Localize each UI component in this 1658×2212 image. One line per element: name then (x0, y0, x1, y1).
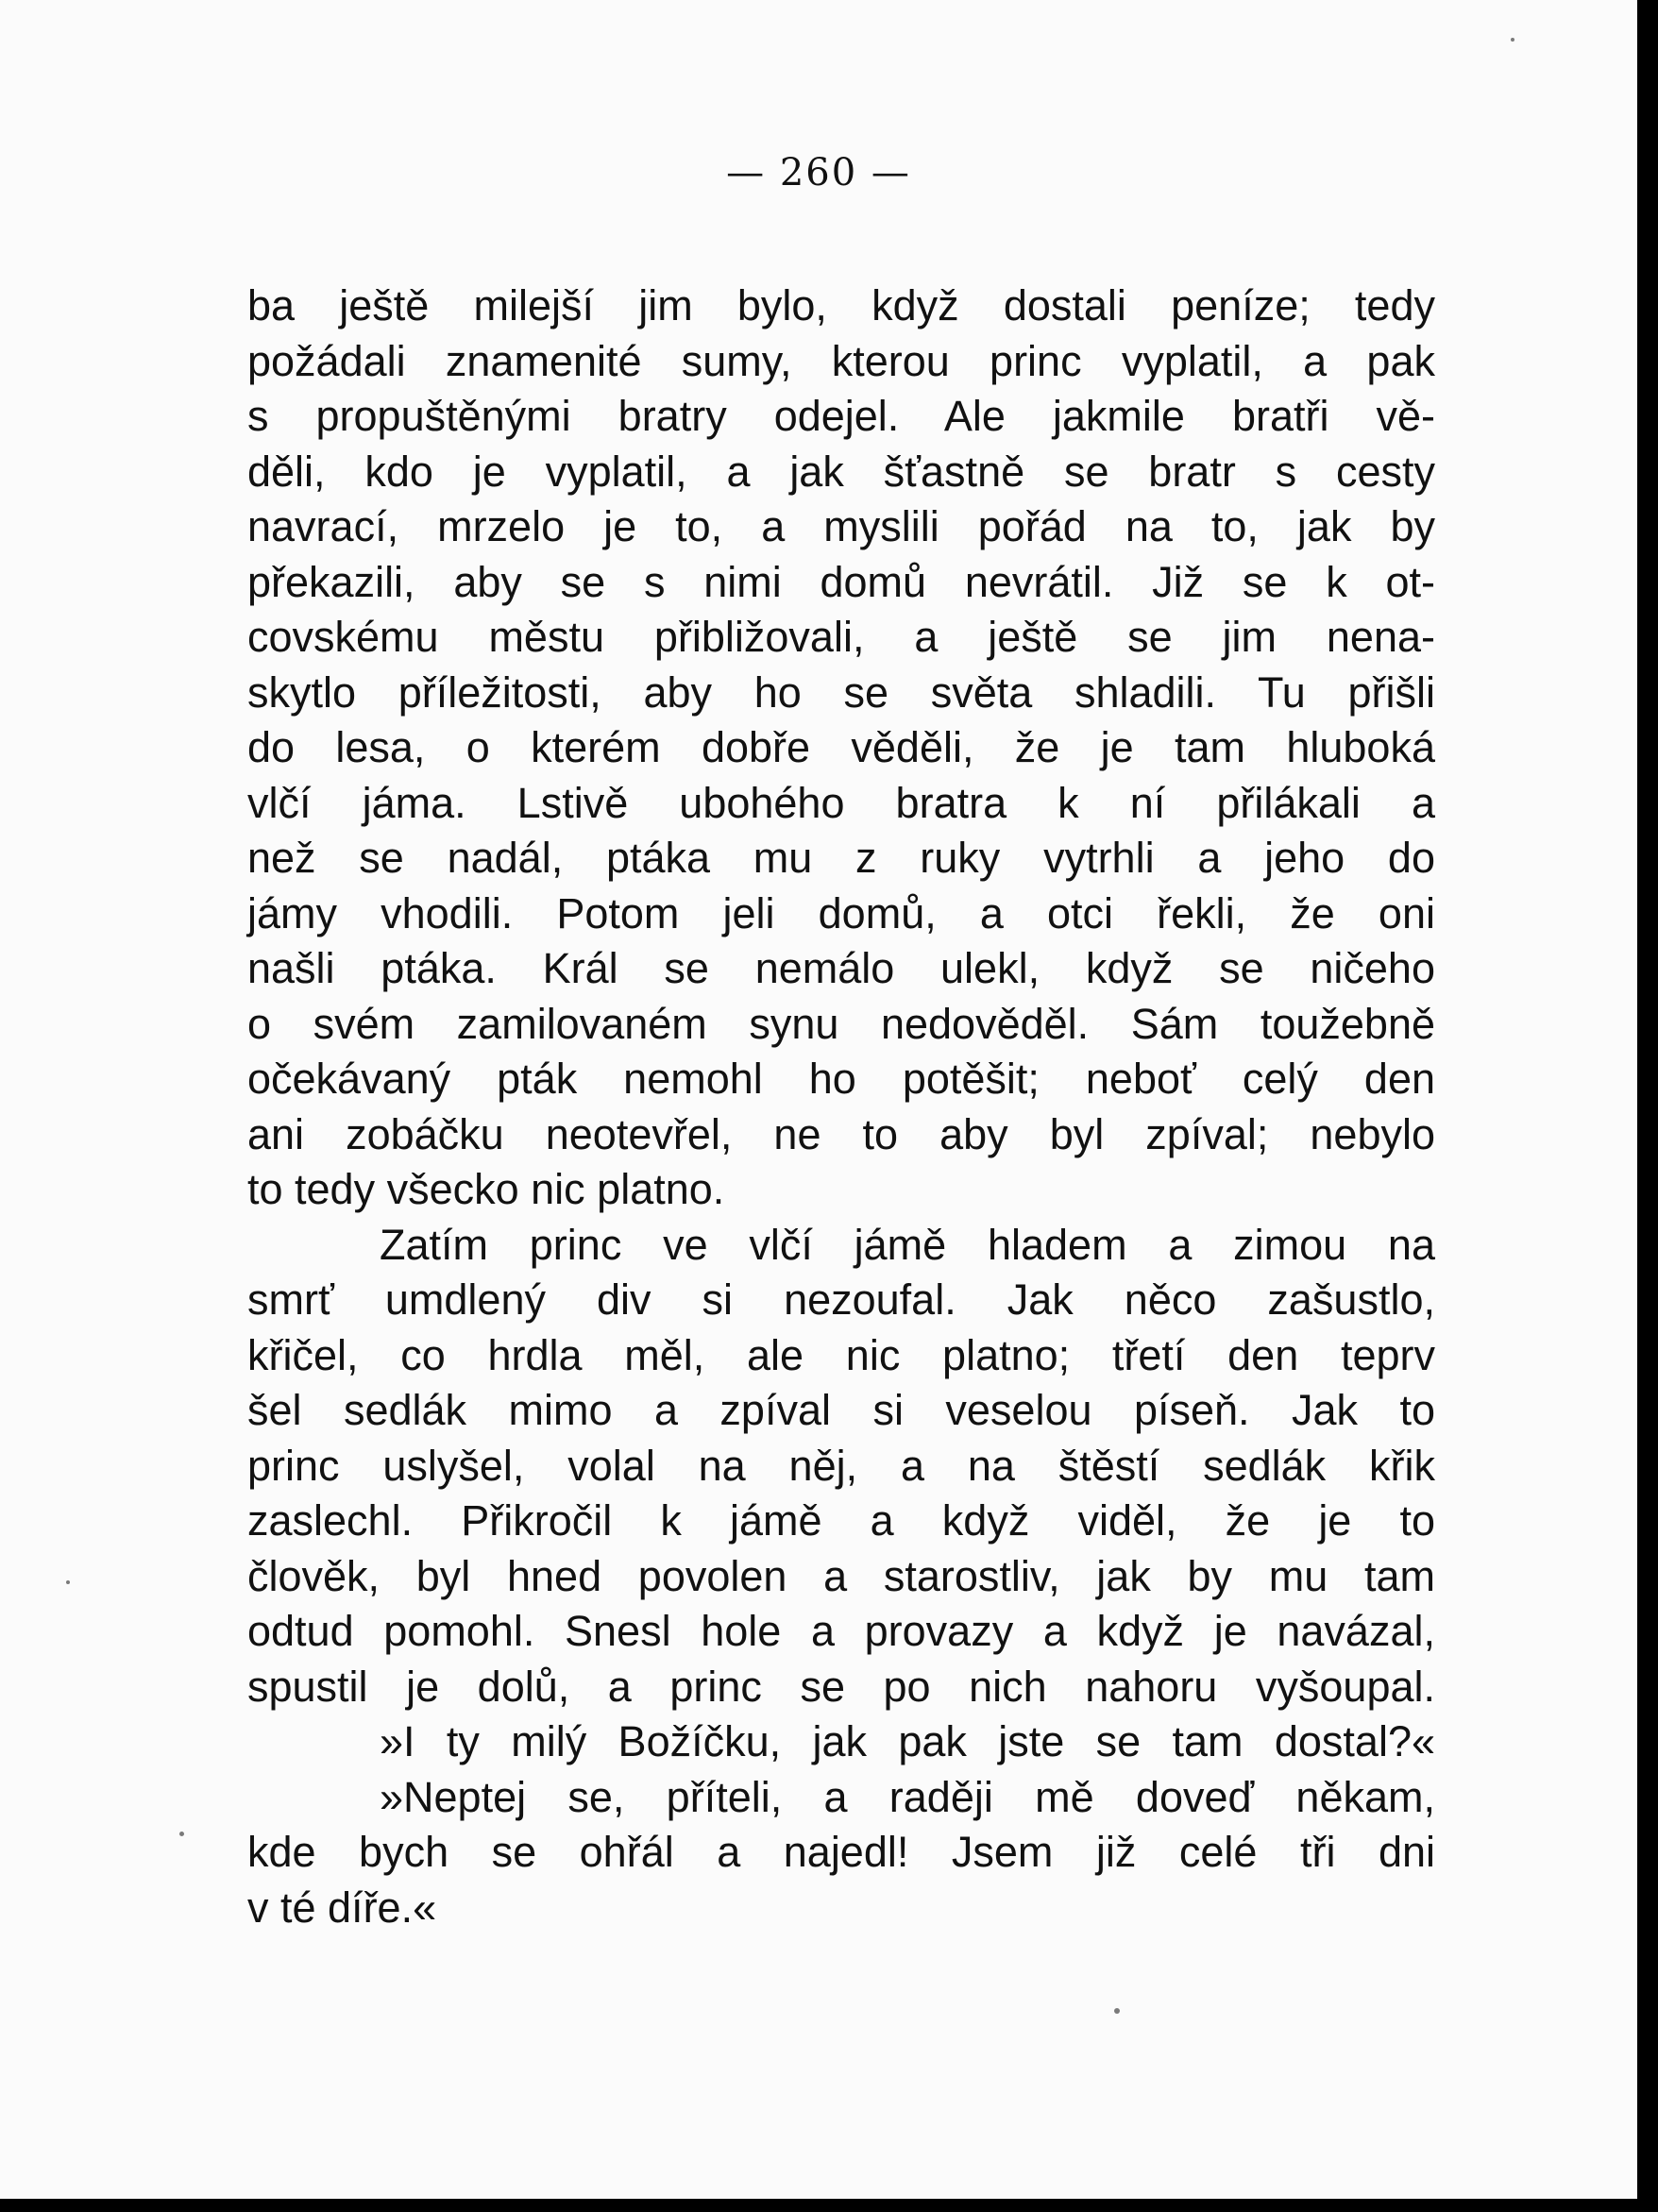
page-number: — 260 — (726, 151, 911, 194)
text-line: zaslechl. Přikročil k jámě a když viděl, že je to (247, 1496, 1435, 1545)
text-line: v té díře.« (247, 1883, 437, 1932)
text-line: děli, kdo je vyplatil, a jak šťastně se bratr s cesty (247, 447, 1435, 496)
text-line: princ uslyšel, volal na něj, a na štěstí sedlák křik (247, 1441, 1435, 1490)
paper-speck (66, 1580, 70, 1584)
paper-speck (1114, 2008, 1120, 2014)
text-line: Zatím princ ve vlčí jámě hladem a zimou na (380, 1220, 1435, 1269)
paragraph (247, 1714, 1435, 1770)
text-line: s propuštěnými bratry odejel. Ale jakmile bratři vě- (247, 392, 1435, 440)
text-line: o svém zamilovaném synu nedověděl. Sám toužebně (247, 999, 1435, 1048)
text-line: člověk, byl hned povolen a starostliv, jak by mu tam (247, 1551, 1435, 1600)
text-line: »Neptej se, příteli, a raději mě doveď někam, (380, 1772, 1435, 1821)
text-line: odtud pomohl. Snesl hole a provazy a když je navázal, (247, 1607, 1435, 1655)
paragraph (247, 279, 1435, 1218)
text-line: »I ty milý Božíčku, jak pak jste se tam dostal?« (380, 1717, 1435, 1765)
text-line: smrť umdlený div si nezoufal. Jak něco zašustlo, (247, 1275, 1435, 1324)
text-line: požádali znamenité sumy, kterou princ vyplatil, a pak (247, 336, 1435, 385)
text-line: to tedy všecko nic platno. (247, 1165, 725, 1213)
text-line: překazili, aby se s nimi domů nevrátil. Již se k ot- (247, 557, 1435, 606)
paper-speck (1511, 38, 1514, 42)
paragraph (247, 1218, 1435, 1715)
text-line: než se nadál, ptáka mu z ruky vytrhli a jeho do (247, 834, 1435, 882)
text-line: ani zobáčku neotevřel, ne to aby byl zpíval; nebylo (247, 1109, 1435, 1158)
text-line: ba ještě milejší jim bylo, když dostali peníze; tedy (247, 281, 1435, 329)
body-text (247, 279, 1435, 1935)
text-line: očekávaný pták nemohl ho potěšit; neboť celý den (247, 1055, 1435, 1103)
text-line: kde bych se ohřál a najedl! Jsem již celé tři dni (247, 1828, 1435, 1876)
paper-speck (179, 1832, 184, 1836)
text-line: navrací, mrzelo je to, a myslili pořád na to, jak by (247, 502, 1435, 550)
paragraph (247, 1770, 1435, 1936)
text-line: našli ptáka. Král se nemálo ulekl, když se ničeho (247, 944, 1435, 992)
text-line: vlčí jáma. Lstivě ubohého bratra k ní přilákali a (247, 778, 1435, 827)
text-line: skytlo příležitosti, aby ho se světa shladili. Tu přišli (247, 667, 1435, 717)
text-line: spustil je dolů, a princ se po nich nahoru vyšoupal. (247, 1662, 1435, 1711)
text-line: křičel, co hrdla měl, ale nic platno; třetí den teprv (247, 1330, 1435, 1379)
text-line: do lesa, o kterém dobře věděli, že je tam hluboká (247, 723, 1435, 771)
text-line: šel sedlák mimo a zpíval si veselou píseň. Jak to (247, 1386, 1435, 1434)
text-line: jámy vhodili. Potom jeli domů, a otci řekli, že oni (247, 888, 1435, 937)
text-line: covskému městu přibližovali, a ještě se jim nena- (247, 613, 1435, 661)
